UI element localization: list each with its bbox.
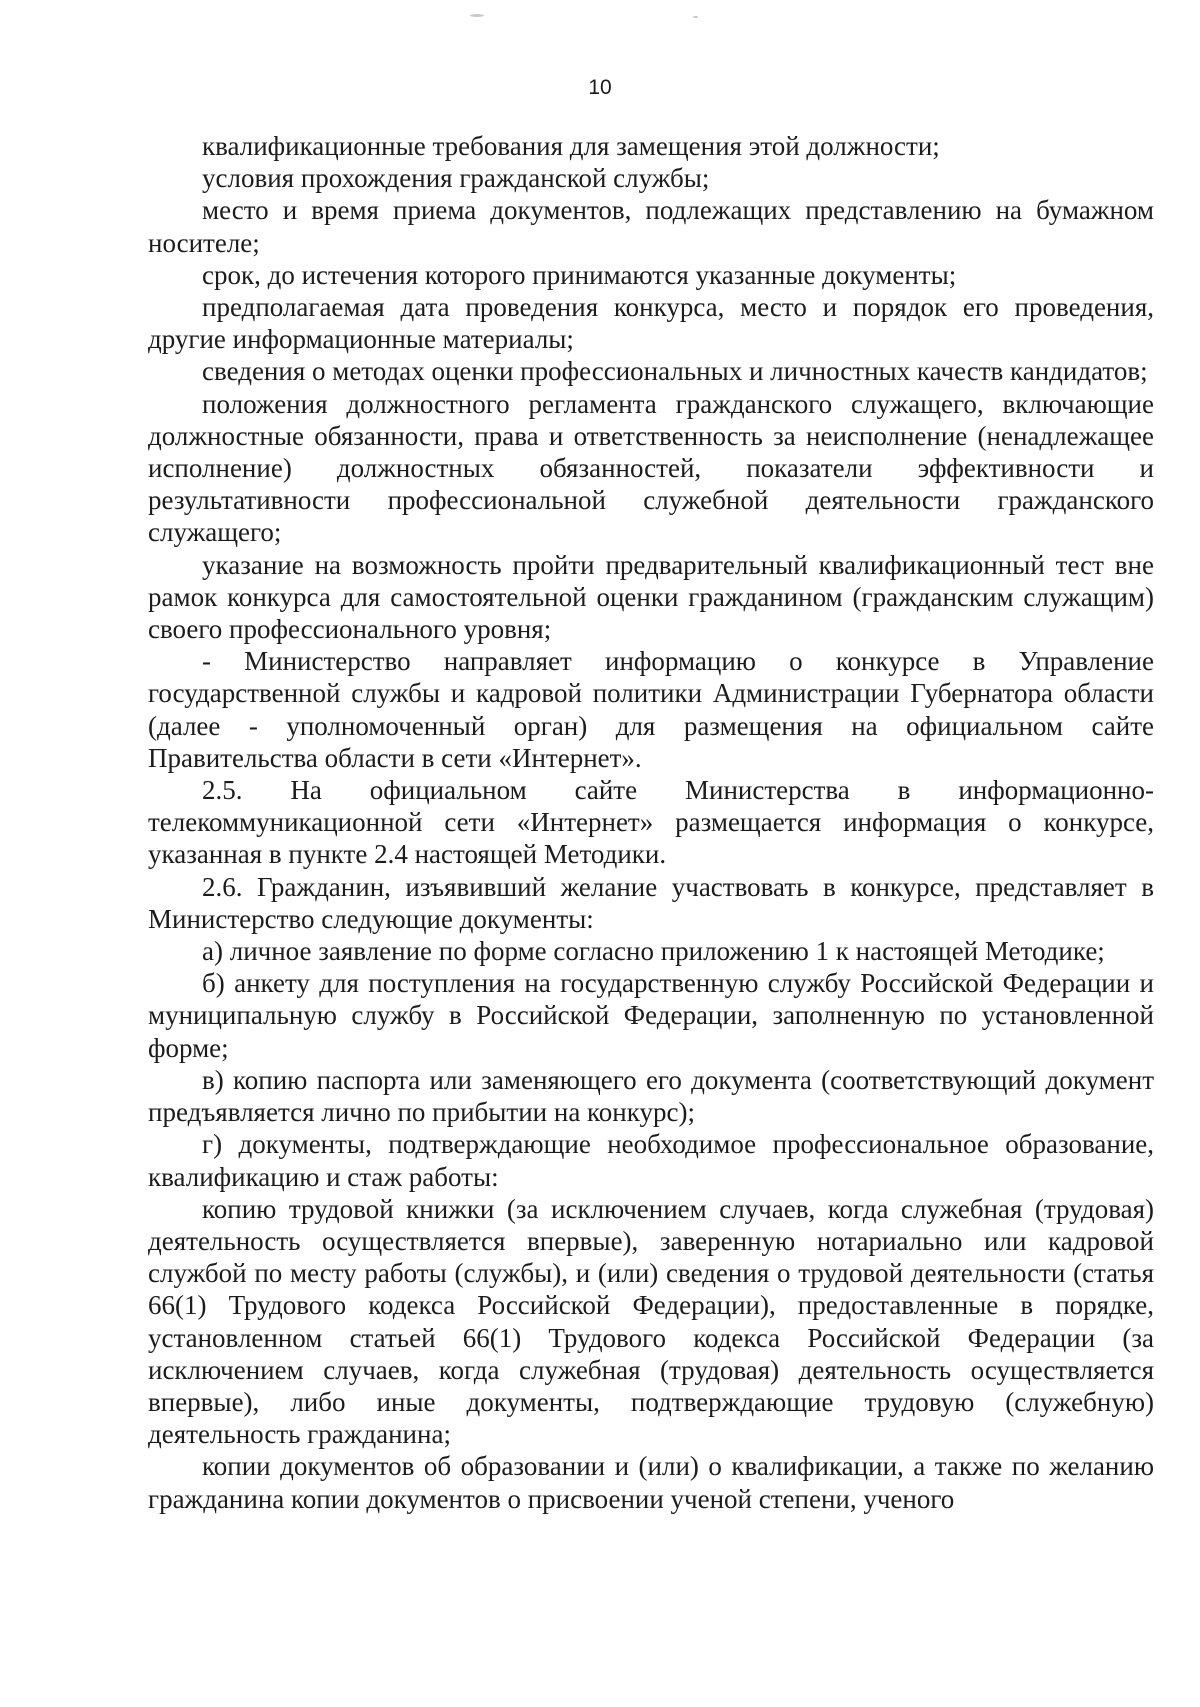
paragraph: г) документы, подтверждающие необходимое профессиональное образование, квалификацию и стаж работы: [148, 1129, 1154, 1192]
paragraph: б) анкету для поступления на государственную службу Российской Федерации и муниципальную службу в Российской Федерации, заполненную по установленной форме; [148, 968, 1154, 1063]
paragraph: условия прохождения гражданской службы; [202, 163, 710, 194]
paragraph: копию трудовой книжки (за исключением случаев, когда служебная (трудовая) деятельность осуществляется впервые), заверенную нотариально или кадровой службой по месту работы (службы), и (или) сведения о трудовой деятельности (статья 66(1) Трудового кодекса Российской Федерации), предоставленные в порядке, установленном статьей 66(1) Трудового кодекса Российской Федерации (за исключением случаев, когда служебная (трудовая) деятельность осуществляется впервые), либо иные документы, подтверждающие трудовую (служебную) деятельность гражданина; [148, 1193, 1154, 1450]
paragraph: а) личное заявление по форме согласно приложению 1 к настоящей Методике; [202, 936, 1105, 967]
paragraph: - Министерство направляет информацию о конкурсе в Управление государственной службы и кадровой политики Администрации Губернатора области (далее - уполномоченный орган) для размещения на официальном сайте Правительства области в сети «Интернет». [148, 646, 1154, 773]
paragraph: 2.6. Гражданин, изъявивший желание участвовать в конкурсе, представляет в Министерство следующие документы: [148, 871, 1154, 934]
paragraph: предполагаемая дата проведения конкурса, место и порядок его проведения, другие информационные материалы; [148, 292, 1154, 355]
paragraph: квалификационные требования для замещения этой должности; [202, 131, 940, 161]
paragraph: в) копию паспорта или заменяющего его документа (соответствующий документ предъявляется лично по прибытии на конкурс); [148, 1064, 1154, 1128]
page-number: 10 [588, 76, 612, 99]
document-body [148, 130, 1154, 1515]
paragraph: 2.5. На официальном сайте Министерства в информационно-телекоммуникационной сети «Интернет» размещается информация о конкурсе, указанная в пункте 2.4 настоящей Методики. [148, 775, 1154, 870]
paragraph: место и время приема документов, подлежащих представлению на бумажном носителе; [148, 195, 1154, 258]
scan-speck [470, 14, 484, 17]
paragraph: положения должностного регламента гражданского служащего, включающие должностные обязанности, права и ответственность за неисполнение (ненадлежащее исполнение) должностных обязанностей, показатели эффективности и результативности профессиональной служебной деятельности гражданского служащего; [148, 388, 1154, 548]
paragraph: сведения о методах оценки профессиональных и личностных качеств кандидатов; [202, 356, 1148, 387]
paragraph: копии документов об образовании и (или) о квалификации, а также по желанию гражданина копии документов о присвоении ученой степени, ученого [148, 1451, 1154, 1514]
paragraph: срок, до истечения которого принимаются указанные документы; [202, 259, 957, 290]
scan-speck [693, 16, 698, 18]
paragraph: указание на возможность пройти предварительный квалификационный тест вне рамок конкурса для самостоятельной оценки гражданином (гражданским служащим) своего профессионального уровня; [148, 549, 1154, 645]
